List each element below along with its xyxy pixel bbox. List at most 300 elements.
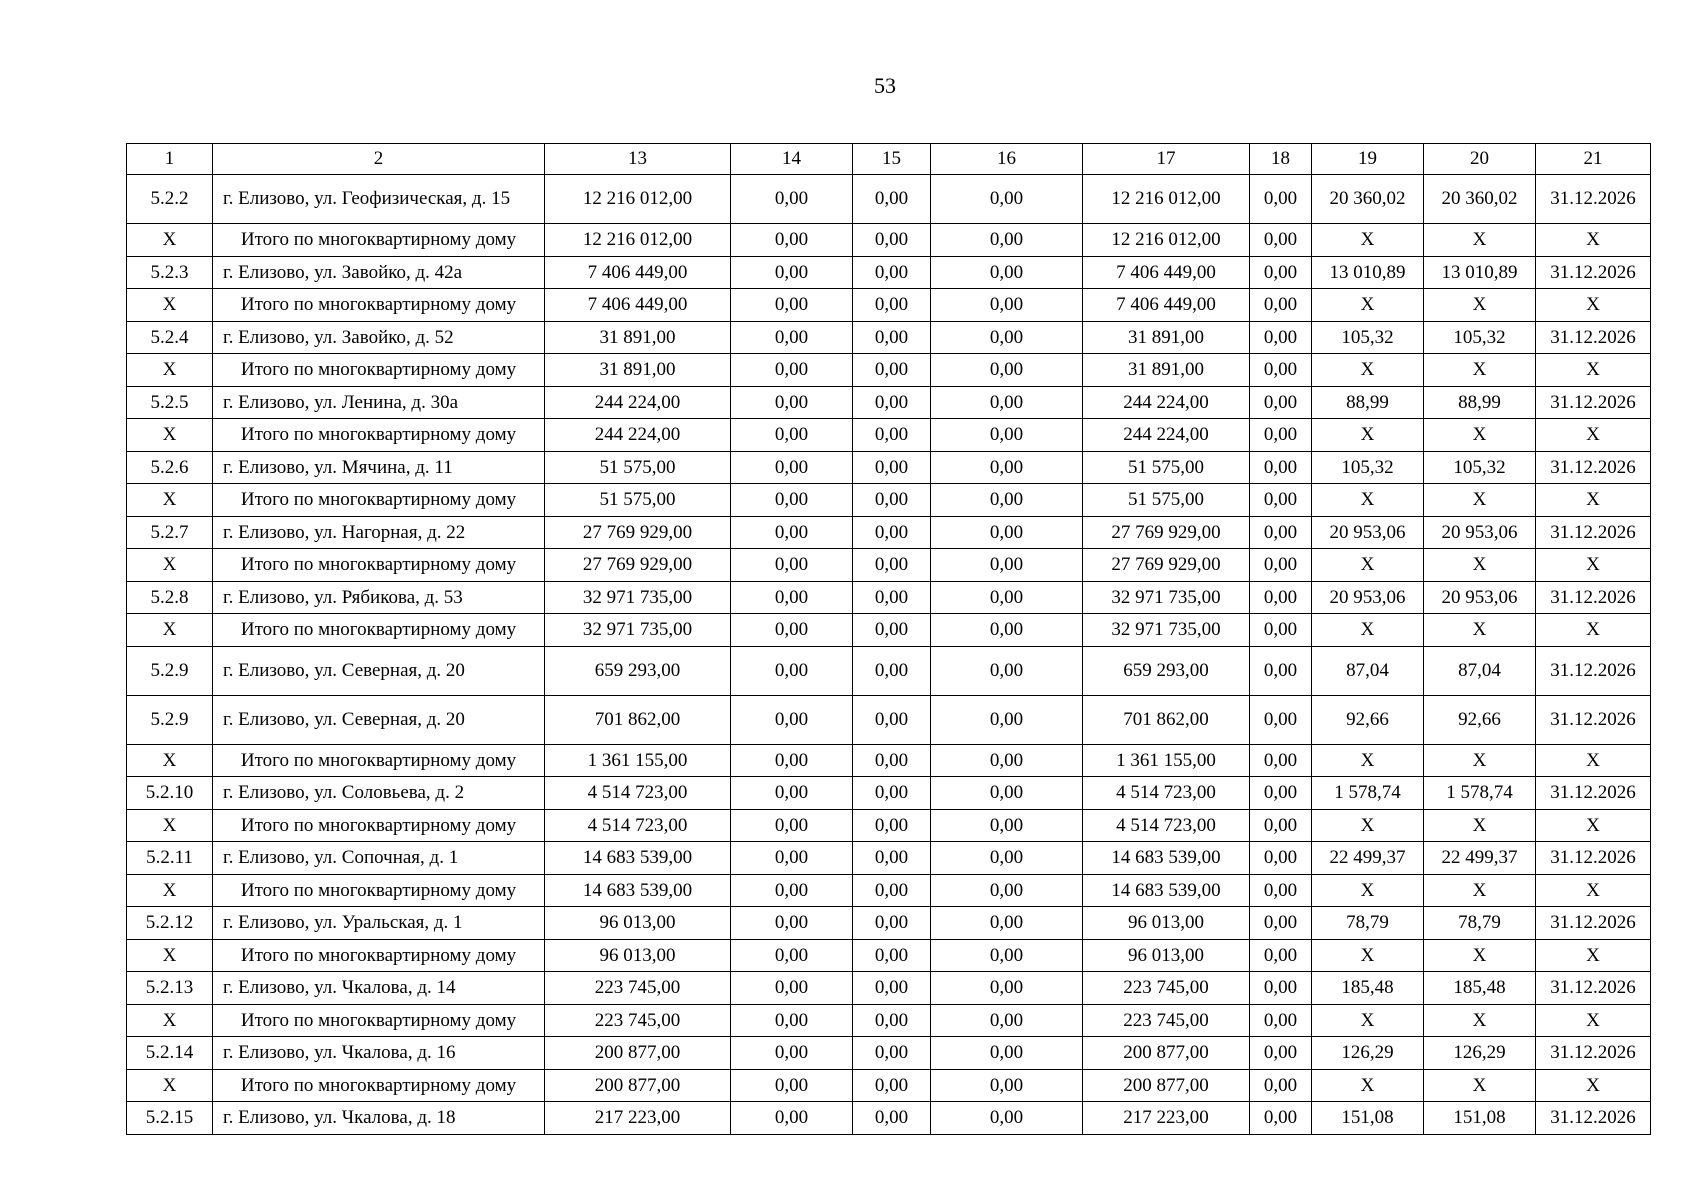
table-cell: Х [1424, 875, 1536, 907]
table-cell: 0,00 [1250, 549, 1312, 582]
table-cell: 20 953,06 [1312, 517, 1424, 549]
table-cell: Х [1536, 614, 1651, 647]
table-row-total [127, 289, 1651, 322]
table-cell: 0,00 [731, 419, 853, 452]
table-cell: 12 216 012,00 [1083, 224, 1250, 257]
table-cell: 0,00 [1250, 940, 1312, 972]
table-cell: Х [1424, 1005, 1536, 1037]
table-cell: 0,00 [731, 696, 853, 745]
table-cell: 0,00 [731, 289, 853, 322]
table-cell: 0,00 [731, 972, 853, 1005]
table-cell: Х [1536, 289, 1651, 322]
table-cell: 0,00 [731, 322, 853, 354]
table-cell: 31.12.2026 [1536, 777, 1651, 810]
table-cell: 0,00 [931, 257, 1083, 289]
table-cell: 0,00 [731, 224, 853, 257]
table-cell: 0,00 [1250, 175, 1312, 224]
table-cell: 27 769 929,00 [545, 549, 731, 582]
table-cell: 701 862,00 [545, 696, 731, 745]
table-cell: 0,00 [731, 1070, 853, 1102]
table-cell: г. Елизово, ул. Уральская, д. 1 [213, 907, 545, 940]
table-cell: Х [1536, 1070, 1651, 1102]
table-cell: 87,04 [1312, 647, 1424, 696]
table-cell: 92,66 [1312, 696, 1424, 745]
table-cell: 0,00 [931, 322, 1083, 354]
table-cell: Х [127, 875, 213, 907]
table-cell: 14 683 539,00 [1083, 842, 1250, 875]
table-cell: 0,00 [1250, 1070, 1312, 1102]
table-cell: 0,00 [853, 452, 931, 484]
table-cell: 0,00 [931, 517, 1083, 549]
table-cell: Х [1312, 289, 1424, 322]
table-cell: 4 514 723,00 [1083, 777, 1250, 810]
table-cell: 31.12.2026 [1536, 842, 1651, 875]
table-row-total [127, 810, 1651, 842]
table-cell: 20 360,02 [1312, 175, 1424, 224]
table-cell: 0,00 [731, 517, 853, 549]
table-row-total [127, 1070, 1651, 1102]
table-cell: Х [127, 1005, 213, 1037]
table-cell: Х [1312, 940, 1424, 972]
table-cell: Итого по многоквартирному дому [213, 224, 545, 257]
table-cell: Х [1424, 354, 1536, 387]
table-cell: г. Елизово, ул. Геофизическая, д. 15 [213, 175, 545, 224]
table-cell: 5.2.9 [127, 647, 213, 696]
table-cell: 4 514 723,00 [545, 810, 731, 842]
table-cell: Х [127, 549, 213, 582]
table-cell: Х [127, 484, 213, 517]
table-cell: 0,00 [853, 1005, 931, 1037]
table-cell: 0,00 [1250, 517, 1312, 549]
table-row [127, 777, 1651, 810]
table-cell: 13 010,89 [1424, 257, 1536, 289]
table-cell: 0,00 [853, 1070, 931, 1102]
table-cell: 20 953,06 [1424, 517, 1536, 549]
table-cell: 51 575,00 [1083, 452, 1250, 484]
table-cell: 126,29 [1312, 1037, 1424, 1070]
table-cell: 0,00 [731, 907, 853, 940]
table-cell: 0,00 [853, 972, 931, 1005]
column-header: 16 [931, 144, 1083, 175]
table-cell: 1 361 155,00 [1083, 745, 1250, 777]
table-cell: 0,00 [931, 549, 1083, 582]
table-cell: 31.12.2026 [1536, 517, 1651, 549]
table-cell: 0,00 [1250, 289, 1312, 322]
table-row-total [127, 549, 1651, 582]
table-cell: 0,00 [853, 549, 931, 582]
table-cell: 51 575,00 [545, 452, 731, 484]
table-row [127, 582, 1651, 614]
table-cell: Х [1424, 419, 1536, 452]
table-cell: 0,00 [731, 257, 853, 289]
table-cell: г. Елизово, ул. Рябикова, д. 53 [213, 582, 545, 614]
table-cell: 31 891,00 [545, 354, 731, 387]
table-cell: 0,00 [1250, 907, 1312, 940]
column-header: 20 [1424, 144, 1536, 175]
table-cell: Х [1536, 419, 1651, 452]
table-cell: Х [1536, 354, 1651, 387]
table-cell: 217 223,00 [545, 1102, 731, 1135]
table-cell: 0,00 [853, 484, 931, 517]
table-row [127, 696, 1651, 745]
table-cell: 0,00 [853, 257, 931, 289]
table-cell: 96 013,00 [1083, 907, 1250, 940]
table-row-total [127, 614, 1651, 647]
table-cell: 244 224,00 [1083, 387, 1250, 419]
table-cell: Итого по многоквартирному дому [213, 484, 545, 517]
table-cell: 12 216 012,00 [1083, 175, 1250, 224]
table-cell: 105,32 [1424, 452, 1536, 484]
table-cell: 0,00 [1250, 875, 1312, 907]
table-cell: 5.2.14 [127, 1037, 213, 1070]
table-cell: 0,00 [731, 810, 853, 842]
table-cell: 14 683 539,00 [545, 875, 731, 907]
table-cell: 0,00 [853, 224, 931, 257]
page-number: 53 [874, 73, 896, 98]
table-cell: Х [1312, 1070, 1424, 1102]
table-cell: 5.2.2 [127, 175, 213, 224]
table-cell: 7 406 449,00 [1083, 257, 1250, 289]
table-cell: 105,32 [1312, 322, 1424, 354]
table-cell: 0,00 [931, 1037, 1083, 1070]
table-cell: Итого по многоквартирному дому [213, 745, 545, 777]
column-header: 19 [1312, 144, 1424, 175]
table-cell: 0,00 [931, 745, 1083, 777]
table-cell: 1 361 155,00 [545, 745, 731, 777]
column-header: 17 [1083, 144, 1250, 175]
table-cell: 0,00 [931, 810, 1083, 842]
table-cell: 5.2.3 [127, 257, 213, 289]
table-cell: Х [127, 354, 213, 387]
table-cell: 5.2.12 [127, 907, 213, 940]
table-cell: 12 216 012,00 [545, 175, 731, 224]
table-row-total [127, 940, 1651, 972]
table-cell: 0,00 [731, 842, 853, 875]
table-cell: 31.12.2026 [1536, 257, 1651, 289]
table-row-total [127, 354, 1651, 387]
column-header: 13 [545, 144, 731, 175]
column-header: 21 [1536, 144, 1651, 175]
table-cell: 0,00 [853, 745, 931, 777]
table-cell: 20 953,06 [1312, 582, 1424, 614]
table-cell: г. Елизово, ул. Северная, д. 20 [213, 696, 545, 745]
table-cell: 185,48 [1424, 972, 1536, 1005]
table-cell: 5.2.15 [127, 1102, 213, 1135]
table-cell: 96 013,00 [545, 940, 731, 972]
table-cell: 0,00 [931, 387, 1083, 419]
table-cell: 0,00 [931, 1102, 1083, 1135]
table-cell: 0,00 [1250, 745, 1312, 777]
table-cell: 0,00 [731, 875, 853, 907]
table-cell: 217 223,00 [1083, 1102, 1250, 1135]
table-cell: Х [127, 1070, 213, 1102]
column-header: 2 [213, 144, 545, 175]
table-cell: Х [1536, 1005, 1651, 1037]
table-cell: 0,00 [731, 549, 853, 582]
table-cell: 31.12.2026 [1536, 1037, 1651, 1070]
table-row [127, 972, 1651, 1005]
table-cell: 27 769 929,00 [1083, 517, 1250, 549]
table-cell: Х [127, 224, 213, 257]
table-cell: 1 578,74 [1312, 777, 1424, 810]
table-cell: 0,00 [1250, 419, 1312, 452]
table-cell: 0,00 [853, 387, 931, 419]
table-cell: 96 013,00 [545, 907, 731, 940]
table-cell: 0,00 [931, 907, 1083, 940]
table-cell: 0,00 [931, 614, 1083, 647]
table-row [127, 387, 1651, 419]
table-cell: 105,32 [1312, 452, 1424, 484]
table-cell: 0,00 [731, 175, 853, 224]
table-cell: 4 514 723,00 [1083, 810, 1250, 842]
table-cell: Х [1424, 810, 1536, 842]
table-cell: 0,00 [931, 777, 1083, 810]
table-cell: 223 745,00 [545, 972, 731, 1005]
table-cell: 701 862,00 [1083, 696, 1250, 745]
table-cell: г. Елизово, ул. Чкалова, д. 18 [213, 1102, 545, 1135]
table-cell: г. Елизово, ул. Чкалова, д. 16 [213, 1037, 545, 1070]
table-row [127, 452, 1651, 484]
table-cell: Х [1536, 810, 1651, 842]
table-cell: 0,00 [731, 387, 853, 419]
table-cell: 31.12.2026 [1536, 1102, 1651, 1135]
table-cell: Х [1536, 745, 1651, 777]
table-cell: 32 971 735,00 [1083, 614, 1250, 647]
table-cell: 14 683 539,00 [545, 842, 731, 875]
table-cell: 27 769 929,00 [1083, 549, 1250, 582]
table-cell: 200 877,00 [545, 1037, 731, 1070]
table-row [127, 907, 1651, 940]
table-cell: 0,00 [931, 354, 1083, 387]
table-cell: 151,08 [1424, 1102, 1536, 1135]
table-cell: 200 877,00 [1083, 1037, 1250, 1070]
table-cell: 244 224,00 [545, 419, 731, 452]
table-cell: 0,00 [1250, 777, 1312, 810]
table-cell: 0,00 [731, 745, 853, 777]
table-cell: Х [1312, 549, 1424, 582]
table-cell: 96 013,00 [1083, 940, 1250, 972]
table-cell: 92,66 [1424, 696, 1536, 745]
table-cell: 0,00 [931, 224, 1083, 257]
table-cell: 0,00 [853, 354, 931, 387]
table-cell: Х [127, 810, 213, 842]
table-cell: Х [1536, 940, 1651, 972]
table-cell: 0,00 [1250, 972, 1312, 1005]
table-cell: 31.12.2026 [1536, 907, 1651, 940]
table-cell: 0,00 [931, 696, 1083, 745]
table-cell: 0,00 [1250, 322, 1312, 354]
table-cell: 12 216 012,00 [545, 224, 731, 257]
table-cell: 31.12.2026 [1536, 972, 1651, 1005]
table-cell: 0,00 [931, 484, 1083, 517]
table-cell: Х [127, 745, 213, 777]
table-cell: 51 575,00 [545, 484, 731, 517]
table-cell: 31.12.2026 [1536, 582, 1651, 614]
table-cell: 151,08 [1312, 1102, 1424, 1135]
table-cell: 0,00 [931, 1005, 1083, 1037]
table-cell: г. Елизово, ул. Нагорная, д. 22 [213, 517, 545, 549]
table-cell: Х [1424, 745, 1536, 777]
table-row [127, 647, 1651, 696]
table-cell: Х [1424, 224, 1536, 257]
table-cell: 0,00 [731, 1005, 853, 1037]
table-cell: 0,00 [853, 1037, 931, 1070]
table-cell: Итого по многоквартирному дому [213, 1005, 545, 1037]
table-cell: г. Елизово, ул. Мячина, д. 11 [213, 452, 545, 484]
table-cell: 32 971 735,00 [1083, 582, 1250, 614]
table-row [127, 1037, 1651, 1070]
table-cell: 0,00 [853, 322, 931, 354]
table-cell: 78,79 [1424, 907, 1536, 940]
table-cell: 27 769 929,00 [545, 517, 731, 549]
table-cell: 0,00 [931, 1070, 1083, 1102]
table-cell: 0,00 [853, 842, 931, 875]
table-cell: 5.2.6 [127, 452, 213, 484]
table-cell: 31 891,00 [1083, 322, 1250, 354]
table-cell: 105,32 [1424, 322, 1536, 354]
table-cell: 0,00 [731, 940, 853, 972]
table-cell: 32 971 735,00 [545, 582, 731, 614]
table-row [127, 257, 1651, 289]
table-cell: 7 406 449,00 [545, 257, 731, 289]
table-cell: 22 499,37 [1312, 842, 1424, 875]
table-cell: 0,00 [1250, 224, 1312, 257]
table-cell: 5.2.5 [127, 387, 213, 419]
table-cell: Итого по многоквартирному дому [213, 614, 545, 647]
table-cell: 0,00 [853, 175, 931, 224]
table-cell: 5.2.7 [127, 517, 213, 549]
table-cell: Х [1312, 224, 1424, 257]
table-cell: 0,00 [853, 517, 931, 549]
table-cell: 0,00 [853, 810, 931, 842]
column-header: 14 [731, 144, 853, 175]
table-cell: Х [1424, 549, 1536, 582]
table-cell: Х [1424, 289, 1536, 322]
table-cell: г. Елизово, ул. Завойко, д. 52 [213, 322, 545, 354]
table-cell: 0,00 [853, 907, 931, 940]
table-cell: 5.2.11 [127, 842, 213, 875]
table-cell: Итого по многоквартирному дому [213, 354, 545, 387]
table-cell: 0,00 [931, 452, 1083, 484]
table-row [127, 322, 1651, 354]
table-cell: 659 293,00 [1083, 647, 1250, 696]
table-cell: 31.12.2026 [1536, 696, 1651, 745]
table-row [127, 1102, 1651, 1135]
table-cell: 0,00 [1250, 810, 1312, 842]
table-cell: 0,00 [731, 1102, 853, 1135]
table-row-total [127, 224, 1651, 257]
table-cell: Х [1312, 419, 1424, 452]
table-cell: Х [127, 289, 213, 322]
table-cell: 20 360,02 [1424, 175, 1536, 224]
table-cell: 0,00 [853, 614, 931, 647]
table-cell: 31 891,00 [545, 322, 731, 354]
table-cell: 0,00 [931, 289, 1083, 322]
table-cell: 4 514 723,00 [545, 777, 731, 810]
table-cell: 31 891,00 [1083, 354, 1250, 387]
table-cell: 0,00 [853, 289, 931, 322]
table-cell: 0,00 [731, 354, 853, 387]
table-cell: 0,00 [1250, 1102, 1312, 1135]
table-cell: Итого по многоквартирному дому [213, 549, 545, 582]
table-cell: Итого по многоквартирному дому [213, 1070, 545, 1102]
table-cell: Х [1536, 484, 1651, 517]
table-cell: 223 745,00 [1083, 972, 1250, 1005]
table-cell: 78,79 [1312, 907, 1424, 940]
table-cell: 223 745,00 [1083, 1005, 1250, 1037]
table-cell: Х [1424, 940, 1536, 972]
table-cell: 244 224,00 [545, 387, 731, 419]
table-cell: 14 683 539,00 [1083, 875, 1250, 907]
table-row-total [127, 484, 1651, 517]
table-cell: 0,00 [1250, 257, 1312, 289]
table-row [127, 517, 1651, 549]
table-cell: 87,04 [1424, 647, 1536, 696]
table-cell: 0,00 [853, 875, 931, 907]
table-cell: 659 293,00 [545, 647, 731, 696]
table-cell: 31.12.2026 [1536, 452, 1651, 484]
table-cell: Х [1424, 1070, 1536, 1102]
table-cell: 5.2.4 [127, 322, 213, 354]
table-cell: 31.12.2026 [1536, 175, 1651, 224]
table-cell: г. Елизово, ул. Ленина, д. 30а [213, 387, 545, 419]
table-cell: 32 971 735,00 [545, 614, 731, 647]
table-cell: 22 499,37 [1424, 842, 1536, 875]
table-cell: 244 224,00 [1083, 419, 1250, 452]
table-cell: 31.12.2026 [1536, 647, 1651, 696]
table-cell: 20 953,06 [1424, 582, 1536, 614]
table-cell: 13 010,89 [1312, 257, 1424, 289]
table-cell: 0,00 [731, 777, 853, 810]
table-cell: 126,29 [1424, 1037, 1536, 1070]
table-cell: 0,00 [1250, 696, 1312, 745]
table-cell: 0,00 [731, 452, 853, 484]
table-cell: 0,00 [1250, 842, 1312, 875]
table-row-total [127, 875, 1651, 907]
table-cell: 200 877,00 [1083, 1070, 1250, 1102]
table-row-total [127, 745, 1651, 777]
table-cell: Итого по многоквартирному дому [213, 810, 545, 842]
table-cell: г. Елизово, ул. Сопочная, д. 1 [213, 842, 545, 875]
table-cell: 88,99 [1424, 387, 1536, 419]
registry-table [126, 143, 1651, 1135]
table-cell: Х [1424, 614, 1536, 647]
table-cell: 0,00 [731, 1037, 853, 1070]
table-cell: г. Елизово, ул. Завойко, д. 42а [213, 257, 545, 289]
table-cell: Х [1312, 1005, 1424, 1037]
table-cell: 0,00 [853, 1102, 931, 1135]
table-cell: Х [1312, 810, 1424, 842]
table-cell: г. Елизово, ул. Соловьева, д. 2 [213, 777, 545, 810]
table-cell: Х [1536, 549, 1651, 582]
table-cell: 223 745,00 [545, 1005, 731, 1037]
table-cell: Х [1312, 745, 1424, 777]
table-cell: 0,00 [1250, 354, 1312, 387]
table-cell: 0,00 [931, 175, 1083, 224]
table-cell: 0,00 [931, 647, 1083, 696]
table-cell: 0,00 [1250, 484, 1312, 517]
table-cell: 0,00 [931, 582, 1083, 614]
table-cell: 0,00 [731, 582, 853, 614]
table-cell: Итого по многоквартирному дому [213, 289, 545, 322]
table-cell: 0,00 [853, 419, 931, 452]
table-row [127, 175, 1651, 224]
table-cell: 200 877,00 [545, 1070, 731, 1102]
table-cell: 0,00 [931, 875, 1083, 907]
table-cell: 0,00 [1250, 1037, 1312, 1070]
table-cell: Итого по многоквартирному дому [213, 875, 545, 907]
table-cell: 0,00 [853, 647, 931, 696]
